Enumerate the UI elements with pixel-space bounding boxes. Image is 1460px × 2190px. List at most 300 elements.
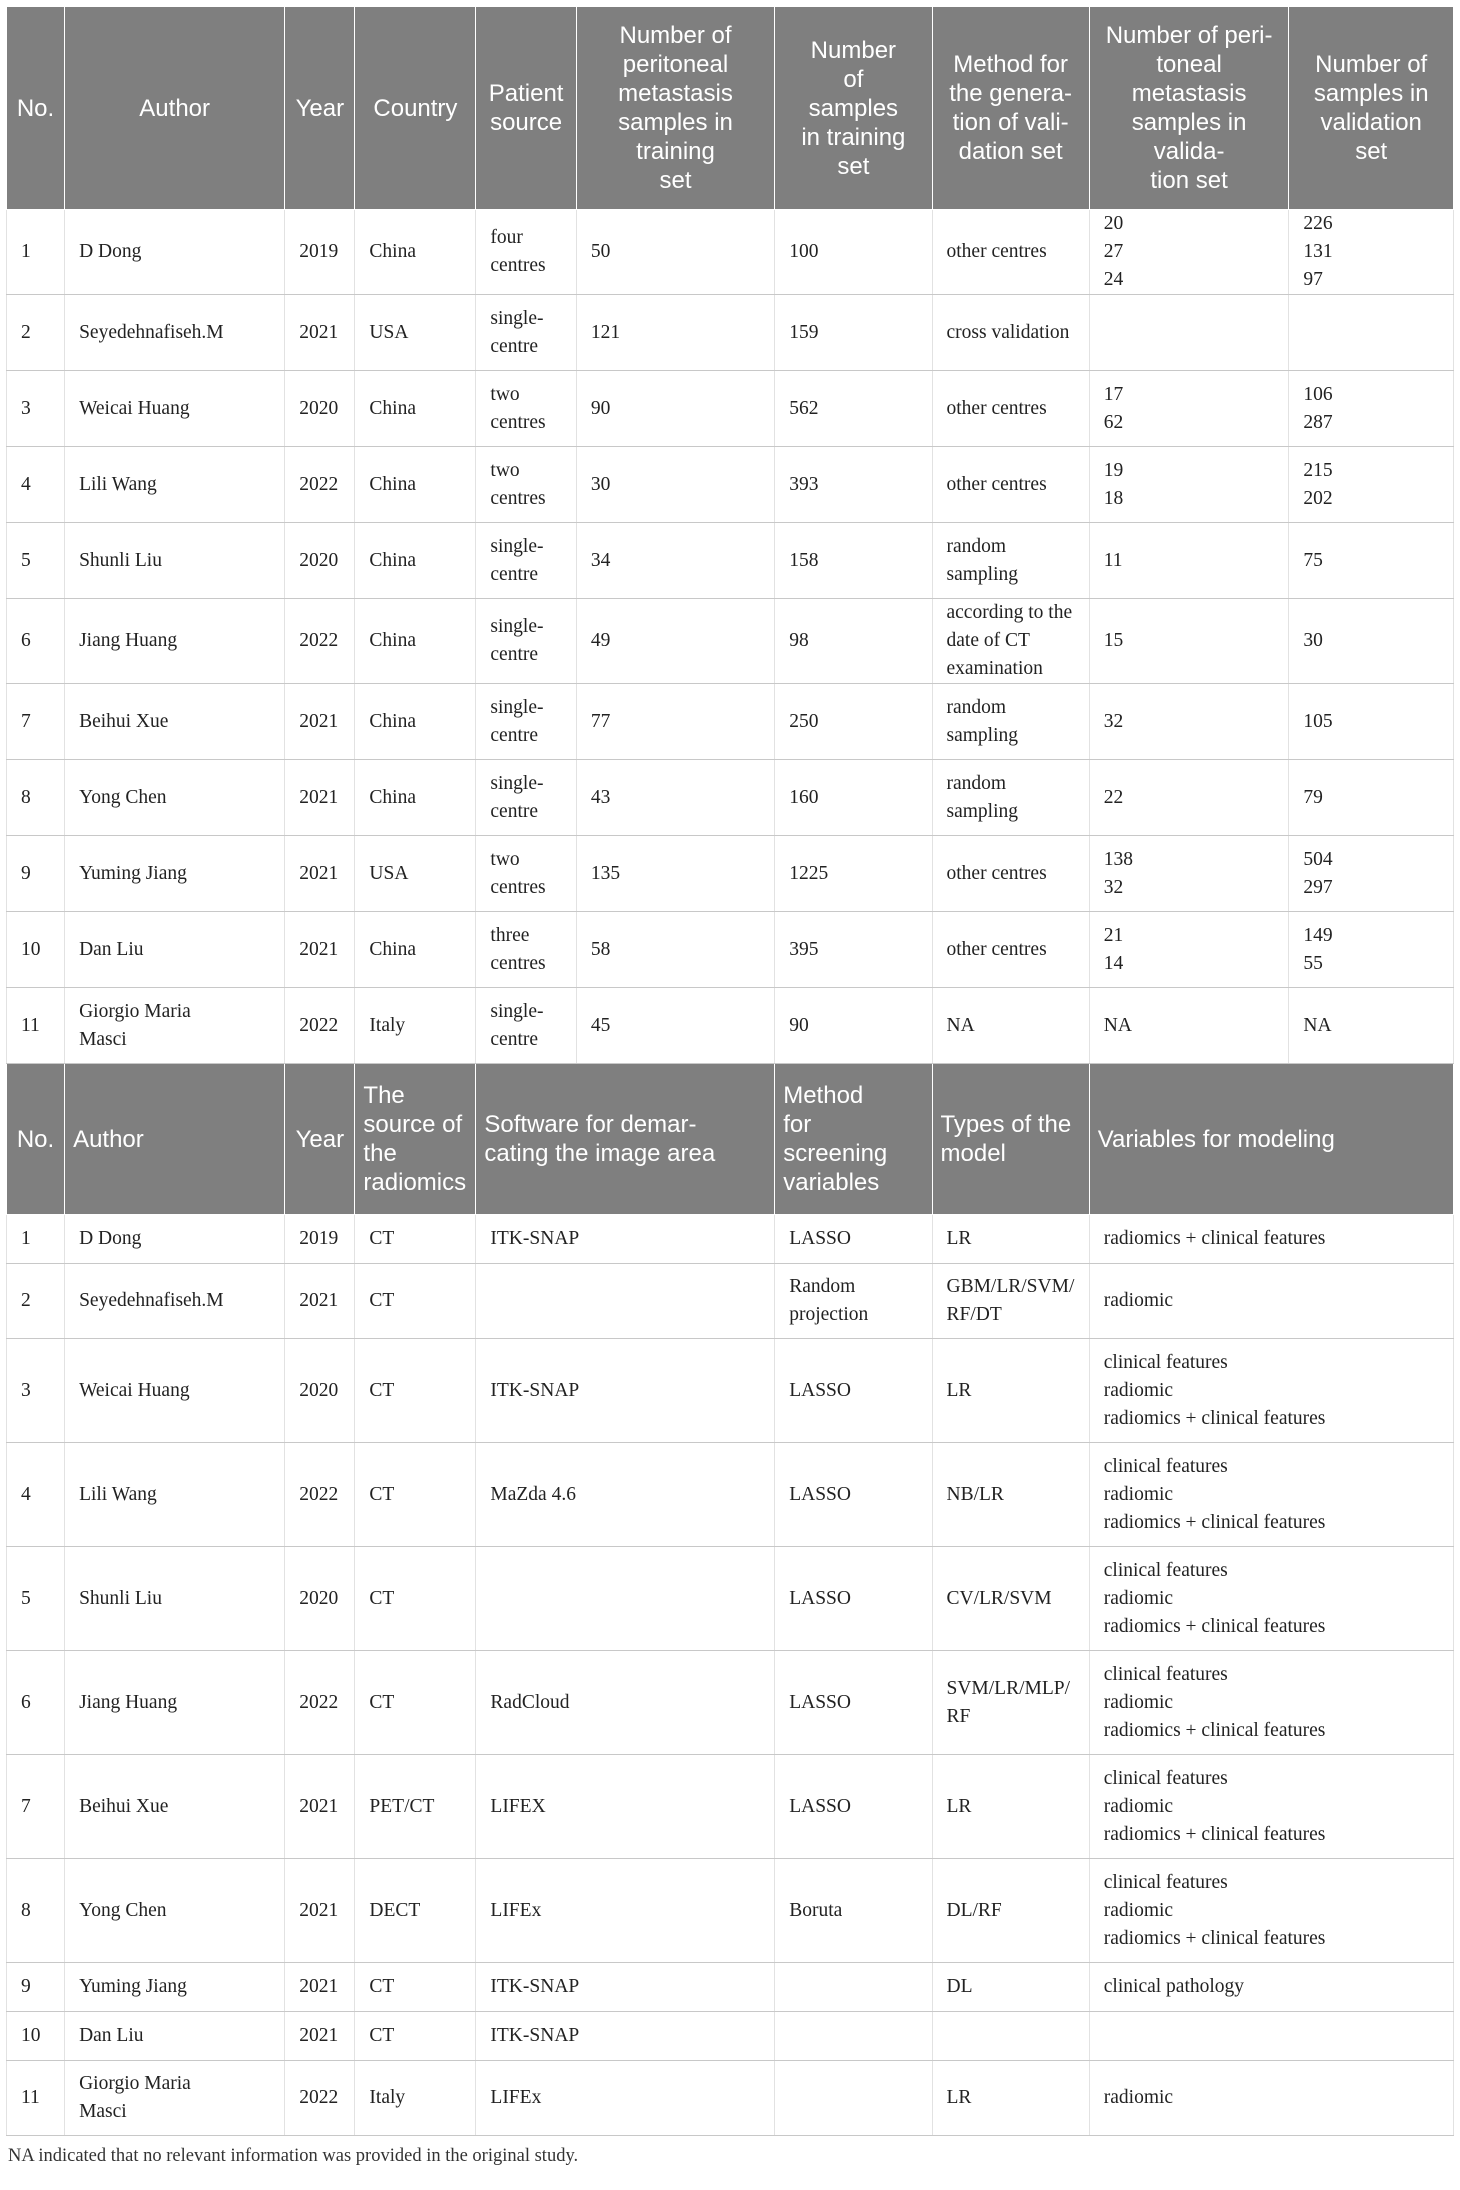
text-line: 79 [1303,786,1323,808]
table2-cell-software [476,1547,775,1651]
text-line: radiomics + clinical features [1103,1719,1326,1741]
table1-cell-author [65,912,285,988]
table2-cell-source: CT [355,2012,476,2061]
text-line: Giorgio Maria [79,1000,191,1022]
table1-cell-author [65,599,285,684]
table1-cell-author [65,523,285,599]
table1-header-cell [476,7,576,210]
table2-row [7,1963,1454,2012]
table2-cell-model [932,2012,1089,2061]
table2-cell-variables [1089,1215,1453,1264]
table1-cell-year: 2022 [285,599,355,684]
text-line: radiomic [1103,1795,1174,1817]
text-line: Beihui Xue [79,1795,169,1817]
table1-header-cell [7,7,65,210]
text-line: 202 [1303,487,1333,509]
table2-header-cell [65,1064,285,1215]
text-line: Weicai Huang [79,397,190,419]
table1-cell-pm-val [1089,447,1289,523]
text-line: D Dong [79,241,142,262]
table1-cell-n-train: 562 [775,371,932,447]
text-line: 30 [1303,630,1323,651]
text-line: Weicai Huang [79,1379,190,1401]
table1-cell-n-train: 158 [775,523,932,599]
text-line: centres [490,952,546,974]
text-line: of [843,65,864,93]
table1-cell-pm-val [1089,295,1289,371]
text-line: two [490,848,520,870]
text-line: 17 [1103,383,1124,405]
table1-cell-pm-val [1089,599,1289,684]
document-page [6,6,1454,2167]
text-line: Variables for modeling [1097,1125,1335,1153]
table1-cell-country: Italy [355,988,476,1064]
text-line: Year [295,1125,345,1153]
text-line: 149 [1303,924,1333,946]
text-line: Yuming Jiang [79,862,187,884]
table2-cell-source: CT [355,1215,476,1264]
table1-cell-country: China [355,523,476,599]
table1-header-cell [932,7,1089,210]
table1-cell-pm-val [1089,988,1289,1064]
text-line: GBM/LR/SVM/ [946,1276,1075,1297]
text-line: centre [490,1028,539,1050]
text-line: dation set [958,138,1063,165]
text-line: No. [16,1125,55,1153]
table2-cell-screening [775,1339,932,1443]
table1-cell-pm-train: 90 [576,371,774,447]
table2-cell-year: 2022 [285,1651,355,1755]
text-line: Author [73,1125,144,1153]
table2-cell-source: CT [355,1339,476,1443]
table2-cell-year: 2020 [285,1547,355,1651]
text-line: centres [490,411,546,433]
text-line: Number [810,36,897,64]
table1-cell-country: USA [355,295,476,371]
text-line: random sampling [946,772,1018,822]
text-line: in training [801,123,906,151]
text-line: radiomic [1103,1483,1174,1505]
table2-cell-year: 2021 [285,1755,355,1859]
text-line: DL/RF [946,1899,1002,1921]
table1-row [7,447,1454,523]
table2-cell-variables [1089,1547,1453,1651]
text-line: centre [490,644,539,665]
table2-cell-variables [1089,2012,1453,2061]
text-line: Dan Liu [79,938,144,960]
table1-cell-country: China [355,210,476,295]
text-line: Patient [488,80,564,107]
text-line: radiomics + clinical features [1103,1615,1326,1637]
text-line: Yuming Jiang [79,1976,187,1997]
table2-cell-year: 2021 [285,1859,355,1963]
table2-header-cell [932,1064,1089,1215]
text-line: LR [946,1379,972,1401]
text-line: LASSO [789,1483,851,1505]
table1-header-cell [576,7,774,210]
table2-cell-no: 11 [7,2061,65,2136]
table1-cell-n-val [1289,684,1454,760]
table1-cell-n-train: 159 [775,295,932,371]
table1-cell-pm-train: 45 [576,988,774,1064]
table2-cell-screening [775,2012,932,2061]
table2-cell-model [932,1547,1089,1651]
table2-row [7,1547,1454,1651]
table1-cell-method [932,447,1089,523]
text-line: radiomics [363,1169,467,1196]
table2-cell-no: 4 [7,1443,65,1547]
text-line: No. [16,94,55,122]
table1-cell-no: 8 [7,760,65,836]
text-line: LASSO [789,1587,851,1609]
table1-cell-year: 2020 [285,523,355,599]
table1-cell-no: 5 [7,523,65,599]
text-line: Jiang Huang [79,630,178,651]
text-line: random sampling [946,535,1018,585]
table1-cell-n-train: 90 [775,988,932,1064]
table2-cell-author [65,1215,285,1264]
text-line: random sampling [946,696,1018,746]
table2-cell-year: 2022 [285,2061,355,2136]
text-line: 55 [1303,952,1323,974]
table2-cell-source: CT [355,1264,476,1339]
text-line: tion of vali- [952,109,1069,136]
table1-cell-source [476,684,576,760]
table1-cell-pm-train: 58 [576,912,774,988]
text-line: single- [490,535,544,557]
table1-row [7,523,1454,599]
text-line: LR [946,2087,972,2108]
text-line: other centres [946,473,1047,495]
table2-row [7,1859,1454,1963]
text-line: SVM/LR/MLP/ [946,1677,1071,1699]
text-line: 105 [1303,710,1333,732]
text-line: clinical features [1103,1663,1228,1685]
table2-cell-software: ITK-SNAP [476,1963,775,2012]
text-line: CV/LR/SVM [946,1587,1052,1609]
table2-cell-screening [775,1264,932,1339]
text-line: Number of [1315,51,1428,78]
table2-cell-variables [1089,1651,1453,1755]
text-line: D Dong [79,1228,142,1249]
table2-cell-software: RadCloud [476,1651,775,1755]
text-line: validation [1320,109,1422,136]
text-line: radiomics + clinical features [1103,1511,1326,1533]
table2-cell-author [65,1443,285,1547]
table2-cell-software [476,1264,775,1339]
table1-header-cell [1289,7,1454,210]
text-line: Giorgio Maria [79,2073,191,2094]
text-line: Dan Liu [79,2025,144,2046]
table2-cell-software: LIFEx [476,1859,775,1963]
text-line: 32 [1103,710,1124,732]
table1-cell-year: 2020 [285,371,355,447]
table2-cell-screening [775,1215,932,1264]
table2-header-cell [285,1064,355,1215]
table1-cell-author [65,371,285,447]
table2-row [7,1215,1454,1264]
text-line: four [490,227,523,248]
table1-cell-pm-val [1089,210,1289,295]
table2-cell-software: MaZda 4.6 [476,1443,775,1547]
text-line: the genera- [949,80,1073,107]
text-line: cating the image area [484,1140,716,1167]
text-line: clinical features [1103,1559,1228,1581]
table1-header-cell [285,7,355,210]
table2-cell-source: CT [355,1963,476,2012]
text-line: tion set [1150,167,1228,194]
text-line: other centres [946,862,1047,884]
table1-cell-n-val [1289,295,1454,371]
text-line: 62 [1103,411,1124,433]
text-line: 11 [1103,549,1123,571]
table2-cell-variables [1089,1443,1453,1547]
text-line: single- [490,696,544,718]
text-line: Types of the [940,1111,1072,1138]
table1-cell-source [476,836,576,912]
table2-cell-model [932,2061,1089,2136]
table2-cell-source: CT [355,1651,476,1755]
text-line: Shunli Liu [79,549,162,571]
table1-cell-n-val [1289,447,1454,523]
text-line: LASSO [789,1691,851,1713]
text-line: radiomic [1103,1899,1174,1921]
text-line: Beihui Xue [79,710,169,732]
text-line: training [636,138,715,165]
table2-cell-author [65,1963,285,2012]
text-line: cross validation [946,321,1070,343]
table2-cell-author [65,1859,285,1963]
table2-cell-model [932,1859,1089,1963]
table1-header-cell [355,7,476,210]
text-line: Yong Chen [79,786,167,808]
table2-cell-no: 10 [7,2012,65,2061]
table2-cell-variables [1089,1859,1453,1963]
text-line: centre [490,335,539,357]
table2-cell-source: PET/CT [355,1755,476,1859]
table1-cell-method [932,760,1089,836]
text-line: three [490,924,530,946]
table1-cell-author [65,210,285,295]
table1-cell-n-train: 393 [775,447,932,523]
text-line: Method [783,1082,864,1109]
text-line: clinical features [1103,1351,1228,1373]
table1-row [7,760,1454,836]
table2-cell-author [65,1264,285,1339]
table1-cell-source [476,295,576,371]
table1-cell-country: China [355,371,476,447]
text-line: examination [946,658,1043,679]
table1-cell-country: China [355,447,476,523]
table1-cell-year: 2019 [285,210,355,295]
text-line: the [363,1140,397,1167]
text-line: centre [490,800,539,822]
table-footnote: NA indicated that no relevant information was provided in the original study. [8,2146,579,2166]
text-line: Author [139,94,211,122]
text-line: radiomics + clinical features [1103,1228,1326,1249]
table2-row [7,1651,1454,1755]
table2-cell-model [932,1963,1089,2012]
table2-cell-variables [1089,1755,1453,1859]
table1-cell-n-train: 395 [775,912,932,988]
text-line: samples in [618,109,733,136]
table2-cell-year: 2020 [285,1339,355,1443]
text-line: single- [490,616,544,637]
text-line: 22 [1103,786,1124,808]
table1-cell-n-val [1289,599,1454,684]
table1-cell-source [476,912,576,988]
table1-cell-no: 9 [7,836,65,912]
text-line: Lili Wang [79,473,157,495]
table2-cell-software: ITK-SNAP [476,1215,775,1264]
text-line: centre [490,563,539,585]
text-line: radiomics + clinical features [1103,1823,1326,1845]
text-line: clinical pathology [1103,1976,1245,1997]
table1-cell-country: China [355,599,476,684]
table1-cell-n-train: 100 [775,210,932,295]
table1-cell-n-val [1289,371,1454,447]
table2-cell-software: ITK-SNAP [476,2012,775,2061]
text-line: Seyedehnafiseh.M [79,321,224,343]
table1-cell-pm-train: 121 [576,295,774,371]
text-line: 226 [1303,213,1333,234]
table2-cell-no: 9 [7,1963,65,2012]
table1-cell-author [65,684,285,760]
text-line: single- [490,772,544,794]
table1-cell-source [476,523,576,599]
table1-cell-n-val [1289,760,1454,836]
text-line: single- [490,1000,544,1022]
table2-cell-screening [775,2061,932,2136]
text-line: radiomics + clinical features [1103,1927,1326,1949]
table1-header-cell [1089,7,1289,210]
text-line: RF [946,1705,971,1727]
table1-cell-source [476,447,576,523]
table2-header-cell [7,1064,65,1215]
table2-row [7,1443,1454,1547]
table1-cell-method [932,523,1089,599]
table1-row [7,912,1454,988]
text-line: screening [783,1140,888,1167]
table1-cell-author [65,447,285,523]
table2-cell-screening [775,1755,932,1859]
table1-row [7,599,1454,684]
text-line: model [940,1140,1006,1167]
text-line: RF/DT [946,1304,1002,1325]
table1-cell-method [932,836,1089,912]
text-line: Masci [79,1028,127,1050]
table1-cell-method [932,295,1089,371]
table1-cell-author [65,988,285,1064]
table1-row [7,210,1454,295]
text-line: 14 [1103,952,1124,974]
table2-cell-source: DECT [355,1859,476,1963]
text-line: radiomic [1103,1587,1174,1609]
text-line: DL [946,1976,973,1997]
table2-cell-screening [775,1651,932,1755]
text-line: 138 [1103,848,1134,870]
table1-cell-year: 2022 [285,447,355,523]
table2-cell-model [932,1339,1089,1443]
table2-header-cell [355,1064,476,1215]
table1-cell-pm-val [1089,684,1289,760]
table1-cell-n-val [1289,912,1454,988]
text-line: 32 [1103,876,1124,898]
text-line: source [490,109,563,136]
text-line: 297 [1303,876,1333,898]
table1-row [7,684,1454,760]
table1-header-row [7,7,1454,210]
text-line: Jiang Huang [79,1691,178,1713]
text-line: Random [789,1276,856,1297]
text-line: clinical features [1103,1455,1228,1477]
text-line: LASSO [789,1379,851,1401]
table2-cell-software: LIFEx [476,2061,775,2136]
table2-cell-year: 2022 [285,1443,355,1547]
text-line: samples in [1313,80,1429,107]
text-line: 24 [1103,269,1124,290]
text-line: variables [783,1169,880,1196]
table2-header-cell [476,1064,775,1215]
text-line: Method for [953,51,1068,78]
text-line: 20 [1103,213,1124,234]
table1-cell-pm-val [1089,760,1289,836]
table2-header-cell [1089,1064,1453,1215]
text-line: LASSO [789,1228,851,1249]
table1-cell-method [932,988,1089,1064]
table1-cell-pm-val [1089,371,1289,447]
table1-header-cell [775,7,932,210]
text-line: clinical features [1103,1871,1228,1893]
table1-header-cell [65,7,285,210]
table2-cell-no: 7 [7,1755,65,1859]
text-line: other centres [946,241,1047,262]
table2-cell-author [65,2061,285,2136]
table1-cell-no: 11 [7,988,65,1064]
table2-header-row [7,1064,1454,1215]
table2-cell-year: 2019 [285,1215,355,1264]
table1-row [7,371,1454,447]
table1-cell-source [476,760,576,836]
table2-cell-source: Italy [355,2061,476,2136]
table1-cell-country: China [355,912,476,988]
table1-cell-no: 4 [7,447,65,523]
table1-cell-pm-train: 30 [576,447,774,523]
text-line: 106 [1303,383,1333,405]
table1-cell-method [932,210,1089,295]
table1-cell-method [932,599,1089,684]
table1-cell-n-train: 1225 [775,836,932,912]
table1-cell-country: China [355,760,476,836]
table1-cell-no: 1 [7,210,65,295]
table1-row [7,988,1454,1064]
text-line: radiomic [1103,1379,1174,1401]
text-line: 287 [1303,411,1333,433]
text-line: 21 [1103,924,1124,946]
table1-cell-country: China [355,684,476,760]
text-line: radiomics + clinical features [1103,1407,1326,1429]
text-line: centre [490,724,539,746]
text-line: peritoneal [622,51,729,78]
text-line: centres [490,487,546,509]
text-line: 15 [1103,630,1124,651]
table2-cell-author [65,1651,285,1755]
text-line: samples in valida- [1131,109,1247,165]
table2-cell-model [932,1651,1089,1755]
table2-cell-model [932,1443,1089,1547]
table1-row [7,295,1454,371]
text-line: set [1355,138,1388,165]
